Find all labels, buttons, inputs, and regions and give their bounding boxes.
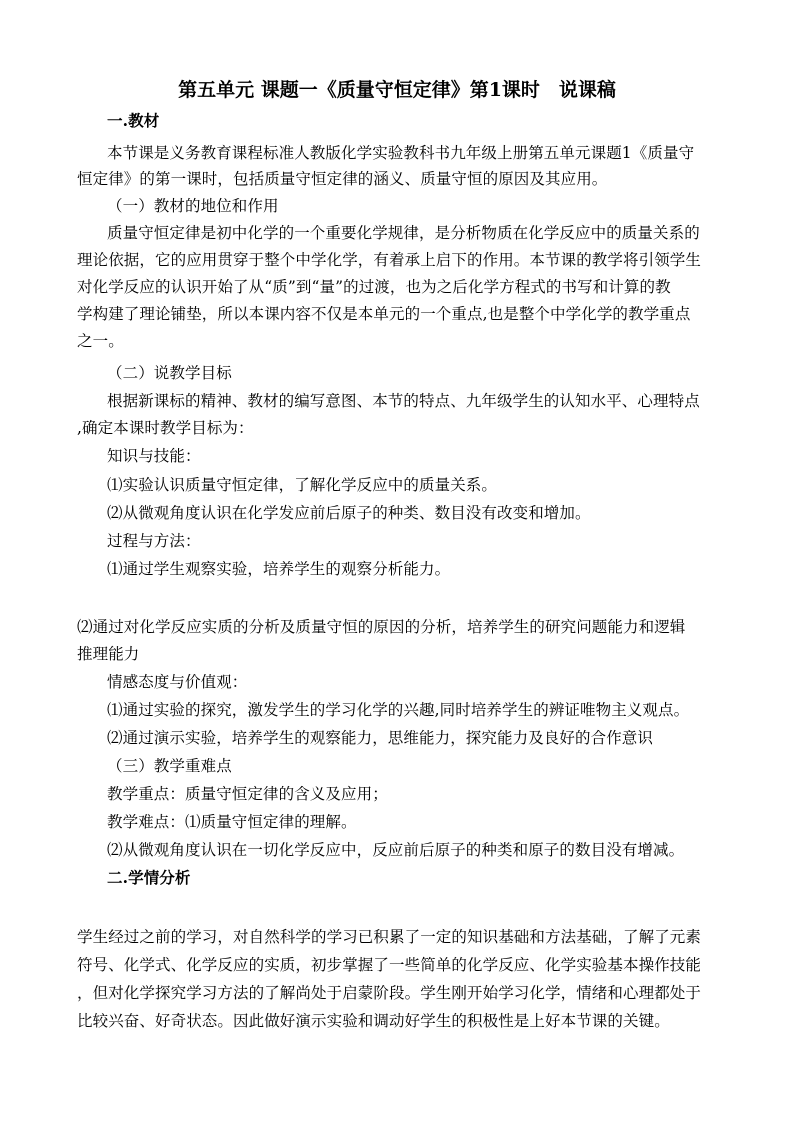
difficulty-line: 教学难点：⑴质量守恒定律的理解。 [107, 813, 357, 831]
paragraph-line: ,确定本课时教学目标为： [77, 419, 254, 437]
paragraph-line: 根据新课标的精神、教材的编写意图、本节的特点、九年级学生的认知水平、心理特点 [107, 392, 700, 410]
objective-label: 情感态度与价值观： [107, 673, 248, 691]
subsection-heading: （三）教学重难点 [107, 757, 232, 775]
objective-item: 推理能力 [77, 645, 140, 663]
paragraph-line: 之一。 [77, 332, 124, 350]
paragraph-line: ，但对化学探究学习方法的了解尚处于启蒙阶段。学生刚开始学习化学，情绪和心理都处于 [77, 984, 702, 1002]
paragraph-line: 符号、化学式、化学反应的实质，初步掌握了一些简单的化学反应、化学实验基本操作技能 [77, 956, 702, 974]
paragraph-line: 质量守恒定律是初中化学的一个重要化学规律，是分析物质在化学反应中的质量关系的 [107, 224, 700, 242]
section-heading-student-analysis: 二.学情分析 [107, 868, 191, 887]
paragraph-line: 本节课是义务教育课程标准人教版化学实验教科书九年级上册第五单元课题1《质量守 [107, 144, 695, 162]
section-heading-textbook: 一.教材 [107, 111, 160, 130]
objective-item: ⑴通过学生观察实验，培养学生的观察分析能力。 [107, 560, 451, 578]
objective-item: ⑴实验认识质量守恒定律，了解化学反应中的质量关系。 [107, 476, 498, 494]
objective-item: ⑵通过演示实验，培养学生的观察能力，思维能力，探究能力及良好的合作意识 [107, 729, 654, 747]
subsection-heading: （二）说教学目标 [107, 364, 232, 382]
objective-label: 知识与技能： [107, 447, 201, 465]
objective-item: ⑴通过实验的探究，激发学生的学习化学的兴趣,同时培养学生的辨证唯物主义观点。 [107, 701, 690, 719]
objective-item: ⑵通过对化学反应实质的分析及质量守恒的原因的分析，培养学生的研究问题能力和逻辑 [77, 618, 686, 636]
objective-label: 过程与方法： [107, 532, 201, 550]
paragraph-line: 理论依据，它的应用贯穿于整个中学化学，有着承上启下的作用。本节课的教学将引领学生 [77, 251, 702, 269]
difficulty-line: ⑵从微观角度认识在一切化学反应中，反应前后原子的种类和原子的数目没有增减。 [107, 841, 685, 859]
paragraph-line: 学生经过之前的学习，对自然科学的学习已积累了一定的知识基础和方法基础，了解了元素 [77, 928, 702, 946]
paragraph-line: 比较兴奋、好奇状态。因此做好演示实验和调动好学生的积极性是上好本节课的关键。 [77, 1012, 670, 1030]
document-title: 第五单元 课题一《质量守恒定律》第1课时 说课稿 [178, 79, 616, 101]
paragraph-line: 恒定律》的第一课时，包括质量守恒定律的涵义、质量守恒的原因及其应用。 [77, 170, 608, 188]
objective-item: ⑵从微观角度认识在化学发应前后原子的种类、数目没有改变和增加。 [107, 504, 591, 522]
subsection-heading: （一）教材的地位和作用 [107, 197, 279, 215]
paragraph-line: 对化学反应的认识开始了从“质”到“量”的过渡，也为之后化学方程式的书写和计算的教 [77, 278, 671, 296]
paragraph-line: 学构建了理论铺垫，所以本课内容不仅是本单元的一个重点,也是整个中学化学的教学重点 [77, 305, 691, 323]
key-point-line: 教学重点：质量守恒定律的含义及应用； [107, 785, 388, 803]
